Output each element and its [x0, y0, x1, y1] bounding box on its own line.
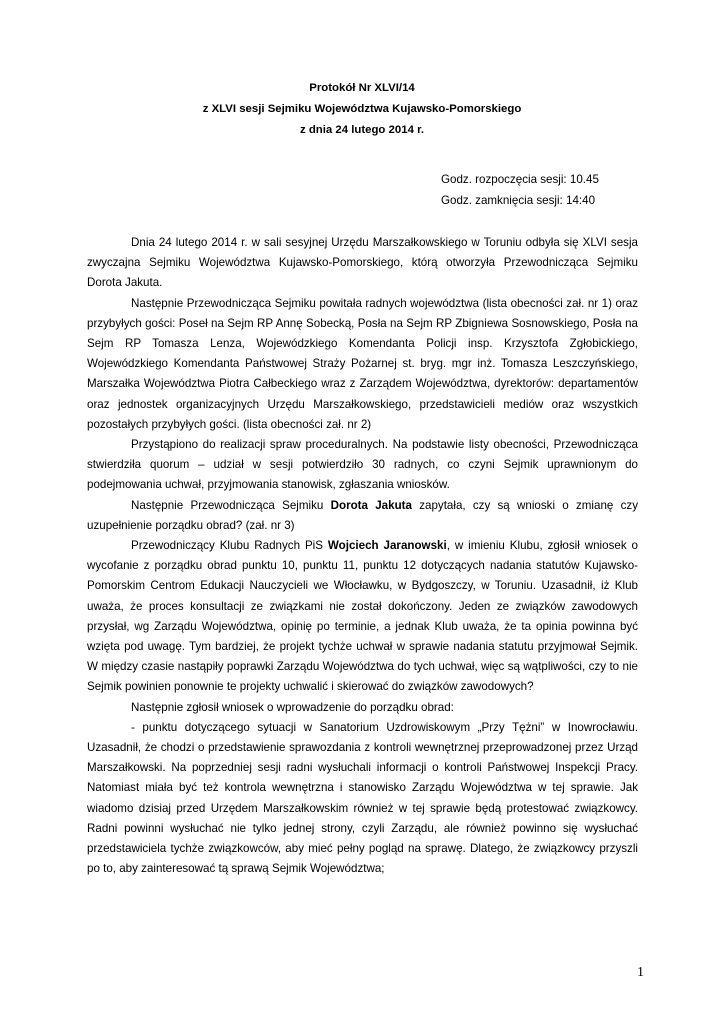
document-header	[0, 78, 724, 141]
paragraph-opening: Dnia 24 lutego 2014 r. w sali sesyjnej Urzędu Marszałkowskiego w Toruniu odbyła się XLVI sesja zwyczajna Sejmiku Województwa Kujawsko-Pomorskiego, którą otworzyła Przewodnicząca Sejmiku Dorota Jakuta.	[87, 236, 638, 290]
session-end-time: Godz. zamknięcia sesji: 14:40	[441, 194, 596, 207]
person-name: Dorota Jakuta	[330, 498, 412, 512]
person-name: Wojciech Jaranowski	[327, 539, 447, 553]
text-segment: Przewodniczący Klubu Radnych PiS	[131, 539, 328, 553]
session-times	[441, 169, 599, 211]
document-date: z dnia 24 lutego 2014 r.	[299, 124, 425, 136]
document-subtitle: z XLVI sesji Sejmiku Województwa Kujawsko-Pomorskiego	[202, 103, 522, 115]
text-segment: , w imieniu Klubu, zgłosił wniosek o wycofanie z porządku obrad punktu 10, punktu 11, punktu 12 dotyczących nadania statutów Kujawsko-Pomorskim Centrom Edukacji Nauczycieli we Włocławku, w Bydgoszczy, w Toruniu. Uzasadnił, iż Klub uważa, że proces konsultacji ze związkami nie został dokończony. Jeden ze związków zawodowych przysłał, wg Zarządu Województwa, opinię po terminie, a jednak Klub uważa, że ta opinia powinna być wzięta pod uwagę. Tym bardziej, że projekt tychże uchwał w sprawie nadania statutu przyjmował Sejmik. W między czasie nastąpiły poprawki Zarządu Województwa do tych uchwał, więc są wątpliwości, czy to nie Sejmik powinien ponownie te projekty uchwalić i skierować do związków zawodowych?	[87, 539, 638, 694]
session-start-time: Godz. rozpoczęcia sesji: 10.45	[441, 173, 599, 186]
document-title: Protokół Nr XLVI/14	[309, 82, 415, 94]
paragraph-agenda-question	[87, 496, 638, 536]
paragraph-quorum: Przystąpiono do realizacji spraw proceduralnych. Na podstawie listy obecności, Przewodnicząca stwierdziła quorum – udział w sesji potwierdziło 30 radnych, co czyni Sejmik uprawnionym do podejmowania uchwał, przyjmowania stanowisk, zgłaszania wniosków.	[87, 438, 638, 492]
paragraph-motion-addition: Następnie zgłosił wniosek o wprowadzenie do porządku obrad:	[131, 700, 454, 714]
document-body	[87, 233, 638, 880]
paragraph-greetings: Następnie Przewodnicząca Sejmiku powitała radnych województwa (lista obecności zał. nr 1) oraz przybyłych gości: Poseł na Sejm RP Annę Sobecką, Posła na Sejm RP Zbigniewa Sosnowskiego, Posła na Sejm RP Tomasza Lenza, Wojewódzkiego Komendanta Policji insp. Krzysztofa Zgłobickiego, Wojewódzkiego Komendanta Państwowej Straży Pożarnej st. bryg. mgr inż. Tomasza Leszczyńskiego, Marszałka Województwa Piotra Całbeckiego wraz z Zarządem Województwa, dyrektorów: departamentów oraz jednostek organizacyjnych Urzędu Marszałkowskiego, przedstawicieli mediów oraz wszystkich pozostałych przybyłych gości. (lista obecności zał. nr 2)	[87, 296, 638, 431]
paragraph-sanatorium-item: - punktu dotyczącego sytuacji w Sanatorium Uzdrowiskowym „Przy Tężni” w Inowrocławiu. Uzasadnił, że chodzi o przedstawienie sprawozdania z kontroli wewnętrznej przeprowadzonej przez Urząd Marszałkowski. Na poprzedniej sesji radni wysłuchali informacji o kontroli Państwowej Inspekcji Pracy. Natomiast miała być też kontrola wewnętrzna i stanowisko Zarządu Województwa w tej sprawie. Jak wiadomo dzisiaj przed Urzędem Marszałkowskim również w tej sprawie będą protestować związkowcy. Radni powinni wysłuchać nie tylko jednej strony, czyli Zarządu, ale również powinno się wysłuchać przedstawiciela tychże związkowców, aby mieć pełny pogląd na sprawę. Dlatego, że związkowcy przyszli po to, aby zainteresować tą sprawą Sejmik Województwa;	[87, 720, 638, 876]
text-segment: Następnie Przewodnicząca Sejmiku	[131, 498, 331, 512]
page-number: 1	[637, 965, 644, 980]
text-segment: zapytała, czy są wnioski o zmianę czy uzupełnienie porządku obrad? (zał. nr 3)	[87, 498, 638, 532]
paragraph-motion-withdrawal	[87, 536, 638, 698]
